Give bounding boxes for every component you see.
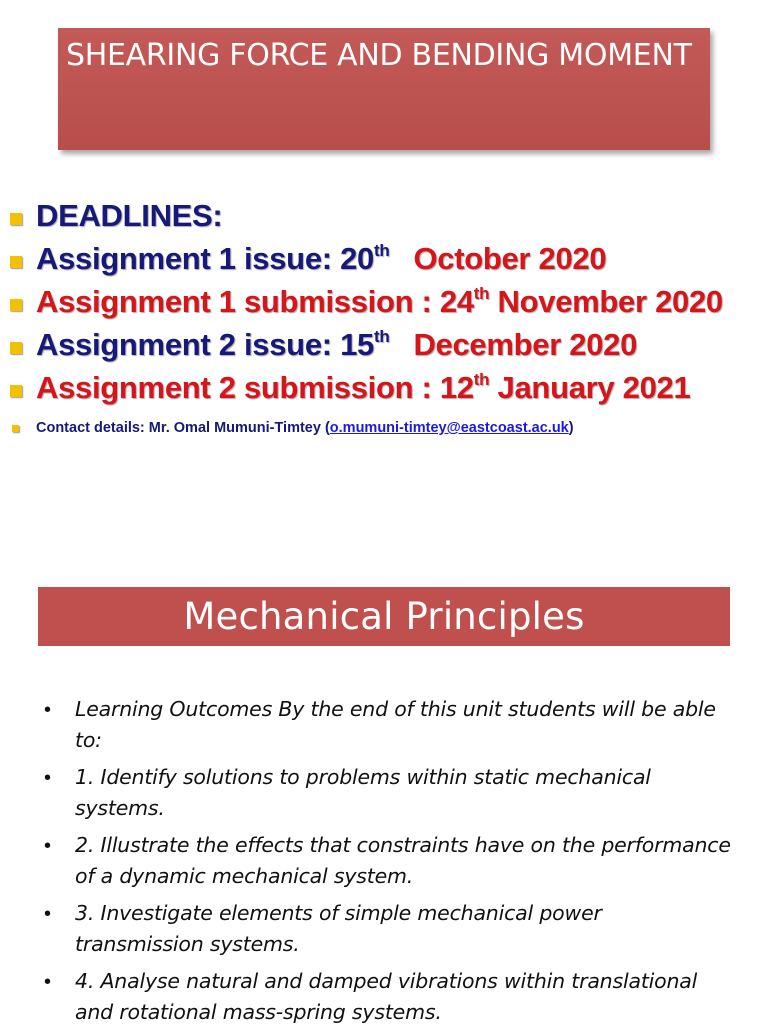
- assignment-1-submission-label: Assignment 1 submission : 24: [36, 284, 474, 319]
- bullet-icon: •: [44, 969, 51, 993]
- assignment-2-issue: Assignment 2 issue: 15th December 2020: [8, 323, 758, 366]
- assignment-2-issue-label: Assignment 2 issue: 15: [36, 327, 374, 362]
- assignment-1-submission-date: November 2020: [489, 284, 723, 319]
- contact-email-link[interactable]: o.mumuni-timtey@eastcoast.ac.uk: [329, 420, 569, 436]
- slide-title: SHEARING FORCE AND BENDING MOMENT: [66, 38, 692, 73]
- assignment-1-submission: Assignment 1 submission : 24th November 2020: [8, 280, 758, 323]
- assignment-1-issue-date: October 2020: [413, 241, 607, 276]
- assignment-2-submission: Assignment 2 submission : 12th January 2021: [8, 366, 758, 409]
- bullet-icon: •: [44, 765, 51, 789]
- contact-details: Contact details: Mr. Omal Mumuni-Timtey (o.mumuni-timtey@eastcoast.ac.uk): [8, 419, 758, 437]
- bullet-icon: •: [44, 833, 51, 857]
- list-item: • 2. Illustrate the effects that constraints have on the performance of a dynamic mechanical system.: [44, 830, 734, 892]
- assignment-1-issue: Assignment 1 issue: 20th October 2020: [8, 237, 758, 280]
- title-banner: [58, 28, 710, 150]
- list-item: • 3. Investigate elements of simple mechanical power transmission systems.: [44, 898, 734, 960]
- list-item: • 4. Analyse natural and damped vibrations within translational and rotational mass-spring systems.: [44, 966, 734, 1028]
- deadlines-heading: DEADLINES:: [8, 194, 758, 237]
- assignment-2-submission-label: Assignment 2 submission : 12: [36, 370, 474, 405]
- square-bullet-icon: [10, 342, 22, 354]
- learning-outcomes-list: [44, 694, 734, 1034]
- section-banner: [38, 587, 730, 646]
- square-bullet-icon: [10, 385, 22, 397]
- section-title: Mechanical Principles: [183, 595, 585, 638]
- list-item: • Learning Outcomes By the end of this unit students will be able to:: [44, 694, 734, 756]
- deadlines-list: [8, 194, 758, 437]
- assignment-2-submission-date: January 2021: [489, 370, 691, 405]
- square-bullet-icon: [10, 213, 22, 225]
- square-bullet-icon: [10, 256, 22, 268]
- assignment-2-issue-date: December 2020: [413, 327, 638, 362]
- square-bullet-icon: [12, 425, 19, 432]
- square-bullet-icon: [10, 299, 22, 311]
- assignment-1-issue-label: Assignment 1 issue: 20: [36, 241, 374, 276]
- list-item: • 1. Identify solutions to problems within static mechanical systems.: [44, 762, 734, 824]
- bullet-icon: •: [44, 901, 51, 925]
- bullet-icon: •: [44, 697, 51, 721]
